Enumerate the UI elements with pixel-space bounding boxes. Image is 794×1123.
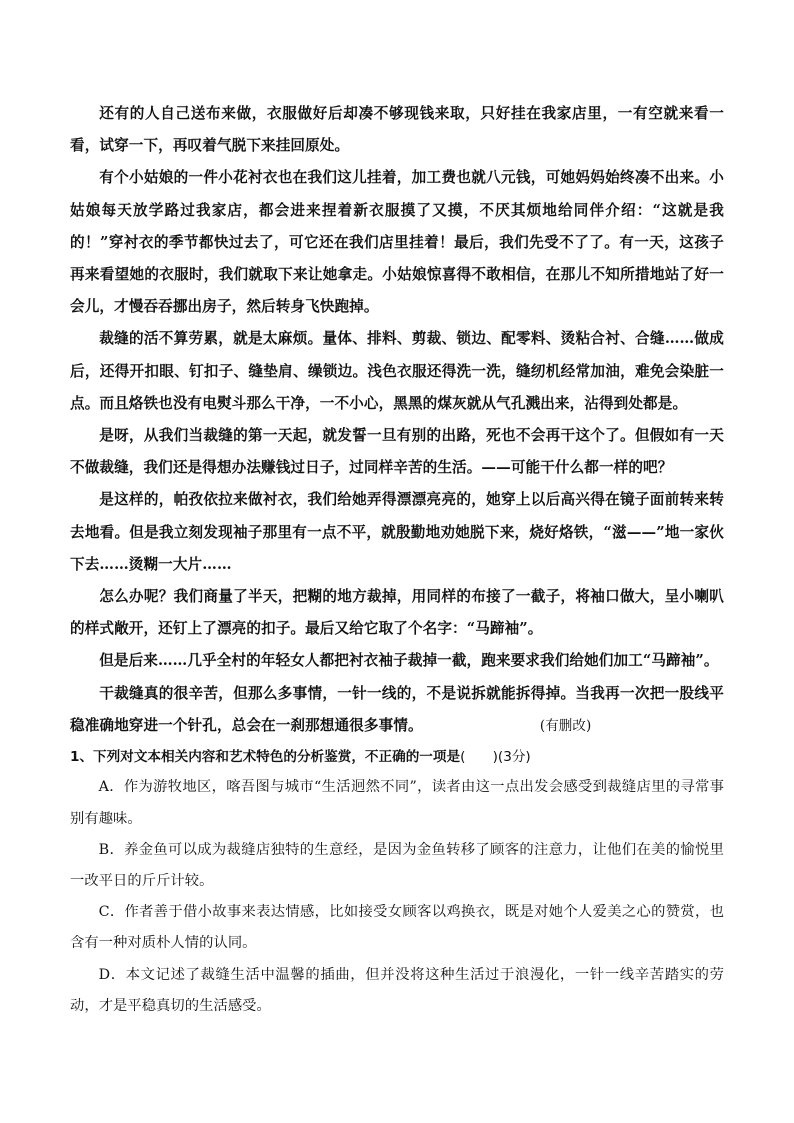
option-d: D．本文记述了裁缝生活中温馨的插曲，但并没将这种生活过于浪漫化，一针一线辛苦踏实的劳动，才是平稳真切的生活感受。 [70, 966, 724, 1014]
passage-paragraph: 还有的人自己送布来做，衣服做好后却凑不够现钱来取，只好挂在我家店里，一有空就来看一看，试穿一下，再叹着气脱下来挂回原处。 [70, 105, 724, 155]
question-stem-text: 1、下列对文本相关内容和艺术特色的分析鉴赏，不正确的一项是 [70, 749, 461, 766]
passage-paragraph: 但是后来……几乎全村的年轻女人都把衬衣袖子裁掉一截，跑来要求我们给她们加工“马蹄袖”。 [99, 652, 719, 670]
passage-last-paragraph [70, 678, 724, 742]
question-score: (3分) [497, 749, 531, 766]
option-c: C．作者善于借小故事来表达情感，比如接受女顾客以鸡换衣，既是对她个人爱美之心的赞赏，也含有一种对质朴人情的认同。 [70, 904, 724, 952]
passage-paragraph: 有个小姑娘的一件小花衬衣也在我们这儿挂着，加工费也就八元钱，可她妈妈始终凑不出来。小姑娘每天放学路过我家店，都会进来捏着新衣服摸了又摸，不厌其烦地给同伴介绍：“这就是我的！”穿衬衣的季节都快过去了，可它还在我们店里挂着！最后，我们先受不了了。有一天，这孩子再来看望她的衣服时，我们就取下来让她拿走。小姑娘惊喜得不敢相信，在那儿不知所措地站了好一会儿，才慢吞吞挪出房子，然后转身飞快跑掉。 [70, 169, 724, 316]
passage-paragraph: 怎么办呢？我们商量了半天，把糊的地方裁掉，用同样的布接了一截子，将袖口做大，呈小喇叭的样式敞开，还钉上了漂亮的扣子。最后又给它取了个名字：“马蹄袖”。 [70, 588, 724, 638]
passage-paragraph: 是呀，从我们当裁缝的第一天起，就发誓一旦有别的出路，死也不会再干这个了。但假如有一天不做裁缝，我们还是得想办法赚钱过日子，过同样辛苦的生活。——可能干什么都一样的吧？ [70, 427, 724, 477]
passage-paragraph: 是这样的，帕孜依拉来做衬衣，我们给她弄得漂漂亮亮的，她穿上以后高兴得在镜子面前转来转去地看。但是我立刻发现袖子那里有一点不平，就殷勤地劝她脱下来，烧好烙铁，“滋——”地一家伙下去……烫糊一大片…… [70, 491, 724, 573]
passage-paragraph-text: 干裁缝真的很辛苦，但那么多事情，一针一线的，不是说拆就能拆得掉。当我再一次把一股线平稳准确地穿进一个针孔，总会在一刹那想通很多事情。 [70, 684, 724, 734]
passage [70, 98, 724, 742]
source-note: (有删改) [539, 717, 592, 734]
question-block [70, 742, 724, 1022]
option-b: B．养金鱼可以成为裁缝店独特的生意经，是因为金鱼转移了顾客的注意力，让他们在美的愉悦里一改平日的斤斤计较。 [70, 841, 724, 890]
option-a: A．作为游牧地区，喀吾图与城市“生活迥然不同”，读者由这一点出发会感受到裁缝店里的寻常事别有趣味。 [70, 779, 724, 827]
question-stem [70, 742, 724, 772]
passage-paragraph: 裁缝的活不算劳累，就是太麻烦。量体、排料、剪裁、锁边、配零料、烫粘合衬、合缝……做成后，还得开扣眼、钉扣子、缝垫肩、缲锁边。浅色衣服还得洗一洗，缝纫机经常加油，难免会染脏一点。而且烙铁也没有电熨斗那么干净，一不小心，黑黑的煤灰就从气孔溅出来，沾得到处都是。 [70, 330, 724, 412]
answer-blank: ( ) [460, 749, 498, 766]
